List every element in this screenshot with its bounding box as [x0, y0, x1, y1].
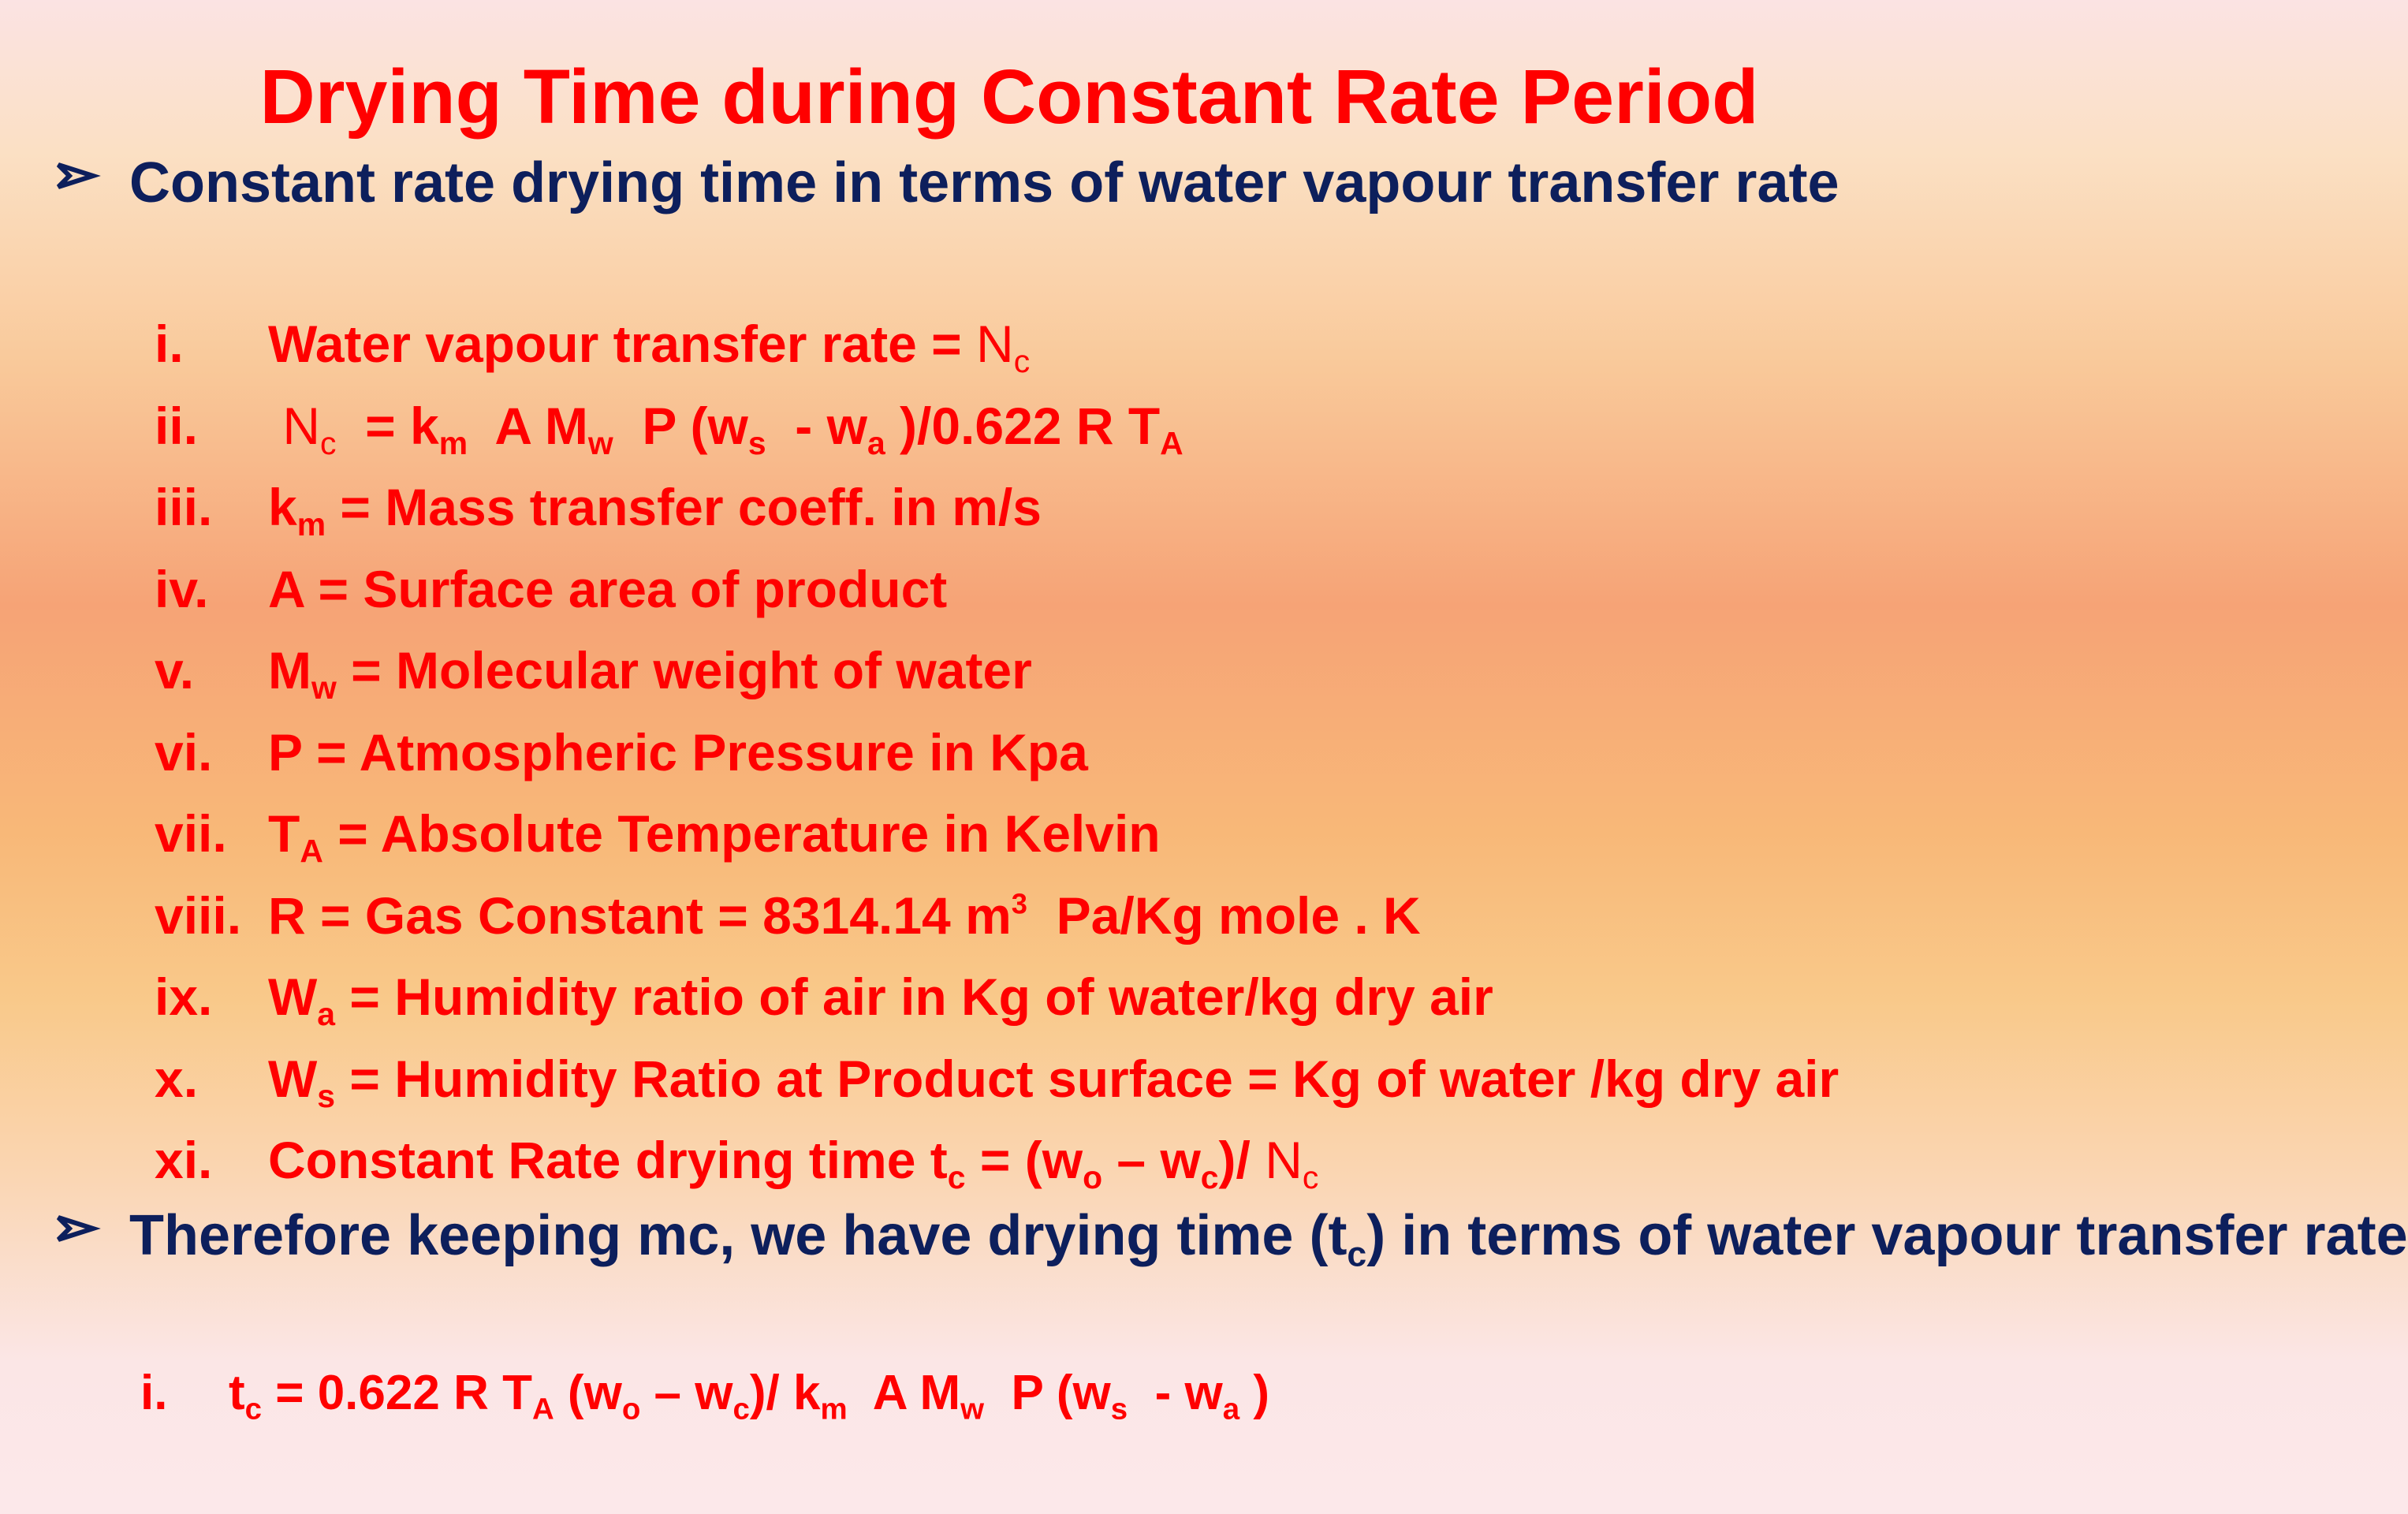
final-part: A M [847, 1366, 961, 1420]
definition-item-text [268, 386, 1183, 466]
items.0-part: N [976, 315, 1014, 373]
bullet-2 [54, 1199, 2408, 1274]
items.6-part: A [300, 833, 323, 870]
items.0-part: c [1013, 343, 1031, 380]
items.10-part: – w [1102, 1131, 1201, 1189]
bullet2-part: c [1347, 1235, 1367, 1274]
items.10-part: c [1200, 1159, 1219, 1196]
slide-title: Drying Time during Constant Rate Period [259, 54, 1759, 140]
definition-item-number: vi. [155, 722, 213, 781]
items.1-part: )/0.622 R T [885, 396, 1161, 455]
arrow-bullet-icon [54, 146, 101, 201]
final-part: m [820, 1392, 848, 1426]
items.9-part: = Humidity Ratio at Product surface = Kg of water /kg dry air [335, 1049, 1840, 1108]
items.1-part: c [320, 424, 337, 461]
definition-item-number: ii. [155, 396, 199, 455]
items.1-part: A M [468, 396, 588, 455]
items.2-part: = Mass transfer coeff. in m/s [326, 478, 1042, 536]
arrow-bullet-icon [54, 1199, 101, 1254]
definition-item [0, 793, 2018, 874]
items.4-part: w [311, 669, 337, 707]
items.1-part: s [747, 424, 766, 461]
items.10-part: o [1083, 1159, 1103, 1196]
items.2-part: m [296, 506, 326, 543]
final-part: P (w [984, 1366, 1111, 1420]
final-formula-text [229, 1354, 1269, 1433]
definition-item [0, 712, 2018, 792]
items.1-part: w [587, 424, 613, 461]
final-part: A [531, 1392, 554, 1426]
items.10-part: c [947, 1159, 966, 1196]
items.10-part: c [1302, 1159, 1319, 1196]
final-formula [0, 1354, 2018, 1433]
definition-item-text [268, 875, 1421, 956]
final-part: – w [640, 1366, 733, 1420]
definition-item-number: ix. [155, 968, 213, 1026]
items.4-part: M [268, 641, 311, 699]
items.6-part: = Absolute Temperature in Kelvin [322, 804, 1161, 863]
definition-item-text [268, 957, 1493, 1037]
items.0-part: Water vapour transfer rate = [268, 315, 977, 373]
definition-item-text [268, 549, 947, 629]
definition-item-number: i. [155, 315, 184, 373]
items.2-part: k [268, 478, 297, 536]
final-part: )/ k [749, 1366, 821, 1420]
definition-item [0, 957, 2018, 1037]
items.7-part: Pa/Kg mole . K [1027, 886, 1421, 945]
items.7-part: R = Gas Constant = 8314.14 m [268, 886, 1012, 945]
final-part: o [621, 1392, 641, 1426]
final-part: s [1110, 1392, 1128, 1426]
definition-item-number: iii. [155, 478, 213, 536]
definition-item-number: xi. [155, 1131, 213, 1189]
definition-item-number: v. [155, 641, 195, 699]
definition-item-text [268, 467, 1042, 547]
final-part: a [1222, 1392, 1240, 1426]
definition-item-text [268, 712, 1088, 792]
definition-item [0, 549, 2018, 629]
items.1-part: a [867, 424, 885, 461]
definition-item [0, 875, 2018, 956]
definition-item-number: x. [155, 1049, 199, 1108]
items.1-part: - w [766, 396, 867, 455]
bullet2-part: Therefore keeping mc, we have drying time (t [129, 1204, 1348, 1267]
definition-item [0, 386, 2018, 466]
definition-item-number: vii. [155, 804, 227, 863]
items.5-part: P = Atmospheric Pressure in Kpa [268, 722, 1088, 781]
items.6-part: T [268, 804, 300, 863]
bullet-2-text [129, 1199, 2408, 1274]
items.9-part: W [268, 1049, 318, 1108]
definition-item-text [268, 793, 1161, 874]
items.1-part: m [438, 424, 468, 461]
items.7-part: 3 [1011, 887, 1027, 920]
final-part: - w [1128, 1366, 1223, 1420]
final-part: c [732, 1392, 750, 1426]
definition-item-number: viii. [155, 886, 242, 945]
bullet-1-text: Constant rate drying time in terms of water vapour transfer rate [129, 151, 1840, 214]
items.10-part: N [1265, 1131, 1303, 1189]
definition-item [0, 630, 2018, 710]
final-part: w [960, 1392, 984, 1426]
definition-item-text [268, 304, 1030, 384]
items.10-part: Constant Rate drying time t [268, 1131, 948, 1189]
items.8-part: W [268, 968, 318, 1026]
definition-item [0, 1120, 2018, 1200]
items.1-part: = k [336, 396, 439, 455]
definition-item-text [268, 1120, 1318, 1200]
definition-item-text [268, 1039, 1839, 1119]
items.1-part: N [268, 396, 320, 455]
items.10-part: = (w [965, 1131, 1083, 1189]
items.4-part: = Molecular weight of water [336, 641, 1032, 699]
definition-item [0, 467, 2018, 547]
items.9-part: s [317, 1077, 336, 1114]
definition-item-text [268, 630, 1032, 710]
items.1-part: A [1160, 424, 1183, 461]
final-part: t [229, 1366, 245, 1420]
items.1-part: P (w [613, 396, 748, 455]
bullet2-part: ) in terms of water vapour transfer rate [1366, 1204, 2408, 1267]
final-part: c [244, 1392, 263, 1426]
definition-item-number: iv. [155, 559, 209, 618]
items.3-part: A = Surface area of product [268, 559, 948, 618]
final-part: (w [554, 1366, 622, 1420]
final-part: = 0.622 R T [262, 1366, 532, 1420]
final-part: ) [1239, 1366, 1269, 1420]
definition-item [0, 1039, 2018, 1119]
items.8-part: a [317, 996, 336, 1033]
bullet-1 [54, 146, 1977, 221]
items.8-part: = Humidity ratio of air in Kg of water/kg dry air [335, 968, 1493, 1026]
items.10-part: )/ [1218, 1131, 1266, 1189]
final-formula-number: i. [140, 1366, 168, 1420]
definition-item [0, 304, 2018, 384]
